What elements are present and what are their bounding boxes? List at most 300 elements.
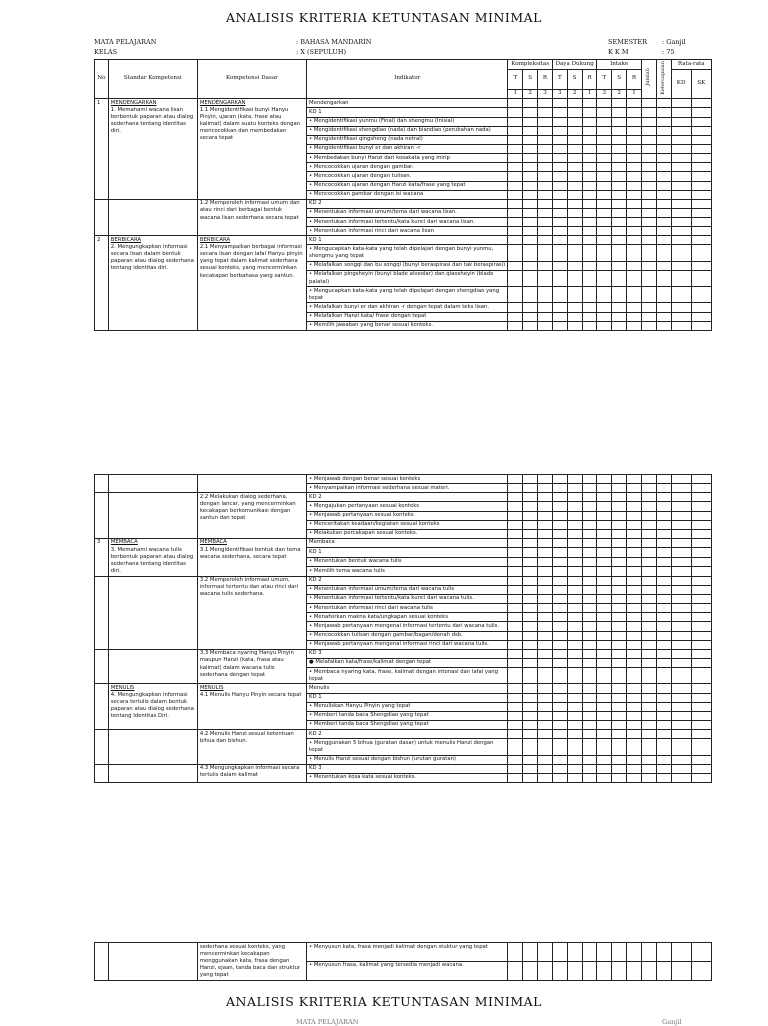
score-cell xyxy=(656,154,671,163)
score-cell xyxy=(641,270,656,286)
score-cell xyxy=(508,640,523,649)
score-cell xyxy=(671,475,691,484)
score-cell xyxy=(552,557,567,566)
kompetensi-dasar-cell xyxy=(197,538,306,576)
sk-text: 2. Mengungkapkan informasi secara lisan dalam bentuk paparan atau dialog sederhana tentang identitas diri. xyxy=(110,243,194,272)
score-cell xyxy=(671,649,691,658)
score-cell xyxy=(552,538,567,547)
score-cell xyxy=(627,773,642,782)
score-cell xyxy=(627,99,642,108)
score-cell xyxy=(656,484,671,493)
score-cell xyxy=(656,199,671,208)
row-number xyxy=(95,576,109,649)
score-cell xyxy=(627,631,642,640)
score-cell xyxy=(691,502,711,511)
score-cell xyxy=(538,181,553,190)
score-cell xyxy=(612,684,627,693)
standar-kompetensi-cell xyxy=(108,764,197,782)
score-cell xyxy=(641,520,656,529)
score-cell xyxy=(671,172,691,181)
score-cell xyxy=(508,576,523,585)
score-cell xyxy=(691,631,711,640)
score-cell xyxy=(641,190,656,199)
score-cell xyxy=(641,236,656,245)
kd-heading: MENULIS xyxy=(199,684,224,691)
score-cell xyxy=(671,199,691,208)
score-cell xyxy=(691,764,711,773)
score-cell xyxy=(523,576,538,585)
score-cell xyxy=(508,312,523,321)
score-cell xyxy=(641,502,656,511)
score-cell xyxy=(612,144,627,153)
score-cell xyxy=(641,684,656,693)
row-number xyxy=(95,730,109,765)
score-cell xyxy=(552,236,567,245)
score-cell xyxy=(597,720,612,729)
score-cell xyxy=(567,773,582,782)
score-cell xyxy=(671,190,691,199)
score-cell xyxy=(538,511,553,520)
score-cell xyxy=(538,236,553,245)
score-cell xyxy=(582,649,597,658)
score-cell xyxy=(691,613,711,622)
score-cell xyxy=(691,154,711,163)
score-cell xyxy=(641,576,656,585)
indikator-cell: • Menentukan informasi tertentu/kata kunci dari wacana tulis. xyxy=(307,594,508,603)
score-cell xyxy=(612,529,627,538)
score-cell xyxy=(612,557,627,566)
score-cell xyxy=(523,702,538,711)
score-cell xyxy=(627,117,642,126)
score-cell xyxy=(552,218,567,227)
score-cell xyxy=(691,261,711,270)
kompetensi-dasar-cell xyxy=(197,764,306,782)
score-cell xyxy=(691,287,711,303)
score-cell xyxy=(612,108,627,117)
score-cell xyxy=(508,520,523,529)
indikator-cell: ● Melafalkan kata/frase/kalimat dengan tepat xyxy=(307,658,508,667)
score-cell xyxy=(508,475,523,484)
score-cell xyxy=(627,135,642,144)
score-cell xyxy=(691,227,711,236)
score-cell xyxy=(691,658,711,667)
score-cell xyxy=(691,538,711,547)
score-cell xyxy=(567,557,582,566)
score-cell xyxy=(612,502,627,511)
score-cell xyxy=(612,640,627,649)
score-cell xyxy=(567,529,582,538)
page-title: ANALISIS KRITERIA KETUNTASAN MINIMAL xyxy=(226,10,542,25)
score-cell xyxy=(597,529,612,538)
score-cell xyxy=(508,658,523,667)
score-cell xyxy=(671,702,691,711)
score-cell xyxy=(538,702,553,711)
score-cell xyxy=(538,303,553,312)
score-cell xyxy=(523,154,538,163)
score-cell xyxy=(656,557,671,566)
score-cell xyxy=(567,640,582,649)
score-cell xyxy=(523,548,538,557)
score-cell xyxy=(656,245,671,261)
row-number xyxy=(95,199,109,236)
indikator-cell: • Mencocokkan ujaran dengan gambar. xyxy=(307,163,508,172)
kkm-table-page1 xyxy=(94,59,712,331)
score-cell xyxy=(612,270,627,286)
score-cell xyxy=(612,961,627,980)
score-cell xyxy=(552,227,567,236)
score-cell xyxy=(612,658,627,667)
score-cell xyxy=(567,702,582,711)
indikator-cell: • Menentukan informasi umum/tema dari wacana tulis xyxy=(307,585,508,594)
sk-text: 3. Memahami wacana tulis berbentuk paparan atau dialog sederhana tentang identitas diri. xyxy=(110,546,194,575)
score-cell xyxy=(612,126,627,135)
score-cell xyxy=(508,484,523,493)
score-cell xyxy=(523,484,538,493)
score-cell xyxy=(597,181,612,190)
kompetensi-dasar-cell xyxy=(197,943,306,981)
score-cell xyxy=(567,649,582,658)
score-cell xyxy=(641,567,656,576)
score-cell xyxy=(671,270,691,286)
score-cell xyxy=(627,154,642,163)
score-cell xyxy=(538,943,553,962)
score-cell xyxy=(567,594,582,603)
score-cell xyxy=(538,538,553,547)
score-cell xyxy=(508,557,523,566)
score-cell xyxy=(671,622,691,631)
indikator-cell: • Menjawab pertanyaan mengenai informasi rinci dari wacana tulis. xyxy=(307,640,508,649)
score-cell xyxy=(538,163,553,172)
score-cell xyxy=(597,538,612,547)
score-cell xyxy=(552,154,567,163)
score-cell xyxy=(641,287,656,303)
score-cell xyxy=(612,493,627,502)
score-cell xyxy=(523,520,538,529)
score-cell xyxy=(597,144,612,153)
score-cell xyxy=(567,961,582,980)
score-cell xyxy=(691,511,711,520)
score-cell xyxy=(671,764,691,773)
score-cell xyxy=(691,190,711,199)
score-cell xyxy=(656,943,671,962)
score-cell xyxy=(691,567,711,576)
score-cell xyxy=(656,613,671,622)
score-cell xyxy=(627,576,642,585)
score-cell xyxy=(597,594,612,603)
score-cell xyxy=(641,658,656,667)
score-cell xyxy=(597,190,612,199)
indikator-cell: • Melafalkan songqi dan bu songqi (bunyi beraspirasi dan tak beraspirasi) xyxy=(307,261,508,270)
score-cell xyxy=(641,585,656,594)
indikator-cell: • Mengucapkan kata-kata yang telah dipelajari dengan shengdiao yang tepat xyxy=(307,287,508,303)
score-cell xyxy=(538,108,553,117)
score-cell xyxy=(597,502,612,511)
score-cell xyxy=(641,594,656,603)
score-cell xyxy=(612,190,627,199)
score-cell xyxy=(671,739,691,755)
score-cell xyxy=(691,730,711,739)
score-cell xyxy=(612,631,627,640)
col-tsr-label: T xyxy=(597,69,612,89)
score-cell xyxy=(627,720,642,729)
score-cell xyxy=(582,321,597,330)
score-cell xyxy=(567,567,582,576)
standar-kompetensi-cell xyxy=(108,576,197,649)
score-cell xyxy=(552,693,567,702)
score-cell xyxy=(671,961,691,980)
score-cell xyxy=(567,585,582,594)
score-cell xyxy=(538,529,553,538)
indikator-cell: • Menentukan informasi rinci dari wacana tulis xyxy=(307,604,508,613)
score-cell xyxy=(612,135,627,144)
score-cell xyxy=(582,270,597,286)
score-cell xyxy=(612,99,627,108)
score-cell xyxy=(671,773,691,782)
score-cell xyxy=(641,484,656,493)
score-cell xyxy=(523,227,538,236)
score-cell xyxy=(627,199,642,208)
col-ratarata: Rata-rata xyxy=(671,60,711,70)
score-cell xyxy=(641,245,656,261)
score-cell xyxy=(567,154,582,163)
score-cell xyxy=(597,245,612,261)
col-weight: 1 xyxy=(627,89,642,99)
score-cell xyxy=(552,668,567,684)
score-cell xyxy=(508,511,523,520)
row-number xyxy=(95,493,109,539)
score-cell xyxy=(612,594,627,603)
score-cell xyxy=(567,117,582,126)
cut-meta-right: Ganjil xyxy=(662,1018,682,1026)
score-cell xyxy=(612,773,627,782)
score-cell xyxy=(538,961,553,980)
score-cell xyxy=(671,684,691,693)
score-cell xyxy=(641,475,656,484)
indikator-cell: • Mengidentifikasi yunmu (Final) dan shengmu (Inisial) xyxy=(307,117,508,126)
score-cell xyxy=(523,245,538,261)
row-number: 1 xyxy=(95,99,109,200)
score-cell xyxy=(523,622,538,631)
kompetensi-dasar-cell xyxy=(197,493,306,539)
score-cell xyxy=(671,730,691,739)
score-cell xyxy=(597,475,612,484)
row-number: 3 xyxy=(95,538,109,576)
score-cell xyxy=(641,538,656,547)
score-cell xyxy=(691,493,711,502)
score-cell xyxy=(523,594,538,603)
col-kompleksitas: Kompleksitas xyxy=(508,60,552,70)
score-cell xyxy=(671,261,691,270)
score-cell xyxy=(567,604,582,613)
score-cell xyxy=(508,720,523,729)
score-cell xyxy=(627,640,642,649)
score-cell xyxy=(523,529,538,538)
kd-text: sederhana sesuai konteks, yang mencerminkan kecakapan menggunakan kata, frasa dengan Hanzi, ejaan, tanda baca dan struktur yang tepat xyxy=(199,943,301,979)
score-cell xyxy=(523,604,538,613)
score-cell xyxy=(597,135,612,144)
score-cell xyxy=(597,163,612,172)
indikator-cell: • Menentukan kosa kata sesuai konteks. xyxy=(307,773,508,782)
score-cell xyxy=(582,604,597,613)
table-row xyxy=(95,538,712,547)
score-cell xyxy=(691,181,711,190)
row-number xyxy=(95,943,109,981)
score-cell xyxy=(523,764,538,773)
score-cell xyxy=(641,99,656,108)
score-cell xyxy=(538,711,553,720)
score-cell xyxy=(597,287,612,303)
score-cell xyxy=(691,576,711,585)
score-cell xyxy=(582,548,597,557)
score-cell xyxy=(567,227,582,236)
col-tsr-label: S xyxy=(567,69,582,89)
score-cell xyxy=(671,693,691,702)
score-cell xyxy=(523,943,538,962)
col-tsr-label: R xyxy=(538,69,553,89)
score-cell xyxy=(656,730,671,739)
score-cell xyxy=(656,312,671,321)
score-cell xyxy=(567,493,582,502)
mapel-value: : BAHASA MANDARIN xyxy=(296,38,372,46)
score-cell xyxy=(508,181,523,190)
score-cell xyxy=(627,172,642,181)
score-cell xyxy=(671,144,691,153)
score-cell xyxy=(538,567,553,576)
score-cell xyxy=(552,511,567,520)
score-cell xyxy=(656,720,671,729)
score-cell xyxy=(691,108,711,117)
col-weight: 2 xyxy=(567,89,582,99)
score-cell xyxy=(656,126,671,135)
score-cell xyxy=(641,303,656,312)
indikator-cell: • Menyusun kata, frasa menjadi kalimat dengan stuktur yang tepat xyxy=(307,943,508,962)
score-cell xyxy=(582,739,597,755)
score-cell xyxy=(538,755,553,764)
score-cell xyxy=(597,218,612,227)
score-cell xyxy=(641,135,656,144)
score-cell xyxy=(523,640,538,649)
score-cell xyxy=(552,529,567,538)
score-cell xyxy=(523,585,538,594)
kompetensi-dasar-cell xyxy=(197,99,306,200)
score-cell xyxy=(641,163,656,172)
score-cell xyxy=(538,245,553,261)
score-cell xyxy=(508,567,523,576)
score-cell xyxy=(641,943,656,962)
score-cell xyxy=(567,144,582,153)
standar-kompetensi-cell xyxy=(108,199,197,236)
score-cell xyxy=(582,312,597,321)
score-cell xyxy=(552,613,567,622)
score-cell xyxy=(627,711,642,720)
score-cell xyxy=(641,321,656,330)
score-cell xyxy=(552,711,567,720)
score-cell xyxy=(567,720,582,729)
score-cell xyxy=(508,631,523,640)
score-cell xyxy=(508,493,523,502)
kd-text: 4.1 Menulis Hanyu Pinyin secara tepat xyxy=(199,692,302,699)
score-cell xyxy=(538,548,553,557)
score-cell xyxy=(552,172,567,181)
score-cell xyxy=(612,649,627,658)
score-cell xyxy=(627,236,642,245)
indikator-cell: • Menentukan informasi umum/tema dari wacana lisan. xyxy=(307,208,508,217)
score-cell xyxy=(552,684,567,693)
score-cell xyxy=(671,135,691,144)
score-cell xyxy=(552,961,567,980)
score-cell xyxy=(656,658,671,667)
score-cell xyxy=(552,261,567,270)
score-cell xyxy=(538,613,553,622)
score-cell xyxy=(597,548,612,557)
score-cell xyxy=(612,538,627,547)
indikator-cell: • Menjawab pertanyaan mengenai informasi tertentu dari wacana tulis. xyxy=(307,622,508,631)
table-row xyxy=(95,236,712,245)
score-cell xyxy=(656,208,671,217)
score-cell xyxy=(523,303,538,312)
score-cell xyxy=(612,475,627,484)
score-cell xyxy=(641,208,656,217)
score-cell xyxy=(691,208,711,217)
col-jumlah: Jumlah xyxy=(641,60,656,99)
score-cell xyxy=(523,755,538,764)
score-cell xyxy=(691,755,711,764)
score-cell xyxy=(523,720,538,729)
score-cell xyxy=(582,502,597,511)
score-cell xyxy=(552,117,567,126)
score-cell xyxy=(671,163,691,172)
score-cell xyxy=(567,613,582,622)
score-cell xyxy=(508,108,523,117)
score-cell xyxy=(582,236,597,245)
score-cell xyxy=(552,943,567,962)
kompetensi-dasar-cell xyxy=(197,730,306,765)
score-cell xyxy=(691,520,711,529)
score-cell xyxy=(597,613,612,622)
table-row xyxy=(95,943,712,962)
score-cell xyxy=(552,649,567,658)
score-cell xyxy=(656,631,671,640)
score-cell xyxy=(641,312,656,321)
score-cell xyxy=(508,321,523,330)
score-cell xyxy=(552,520,567,529)
semester-label: SEMESTER xyxy=(608,38,648,46)
col-intake: Intake xyxy=(597,60,641,70)
score-cell xyxy=(582,135,597,144)
score-cell xyxy=(671,613,691,622)
score-cell xyxy=(641,613,656,622)
score-cell xyxy=(567,520,582,529)
score-cell xyxy=(597,303,612,312)
score-cell xyxy=(567,287,582,303)
indikator-cell: • Mengidentifikasi shengdiao (nada) dan biandiao (perubahan nada) xyxy=(307,126,508,135)
col-tsr-label: S xyxy=(523,69,538,89)
score-cell xyxy=(523,567,538,576)
score-cell xyxy=(691,270,711,286)
score-cell xyxy=(671,943,691,962)
score-cell xyxy=(567,199,582,208)
score-cell xyxy=(656,135,671,144)
score-cell xyxy=(538,208,553,217)
score-cell xyxy=(508,236,523,245)
score-cell xyxy=(597,172,612,181)
score-cell xyxy=(612,668,627,684)
score-cell xyxy=(671,484,691,493)
score-cell xyxy=(552,208,567,217)
score-cell xyxy=(597,208,612,217)
score-cell xyxy=(597,117,612,126)
score-cell xyxy=(523,631,538,640)
